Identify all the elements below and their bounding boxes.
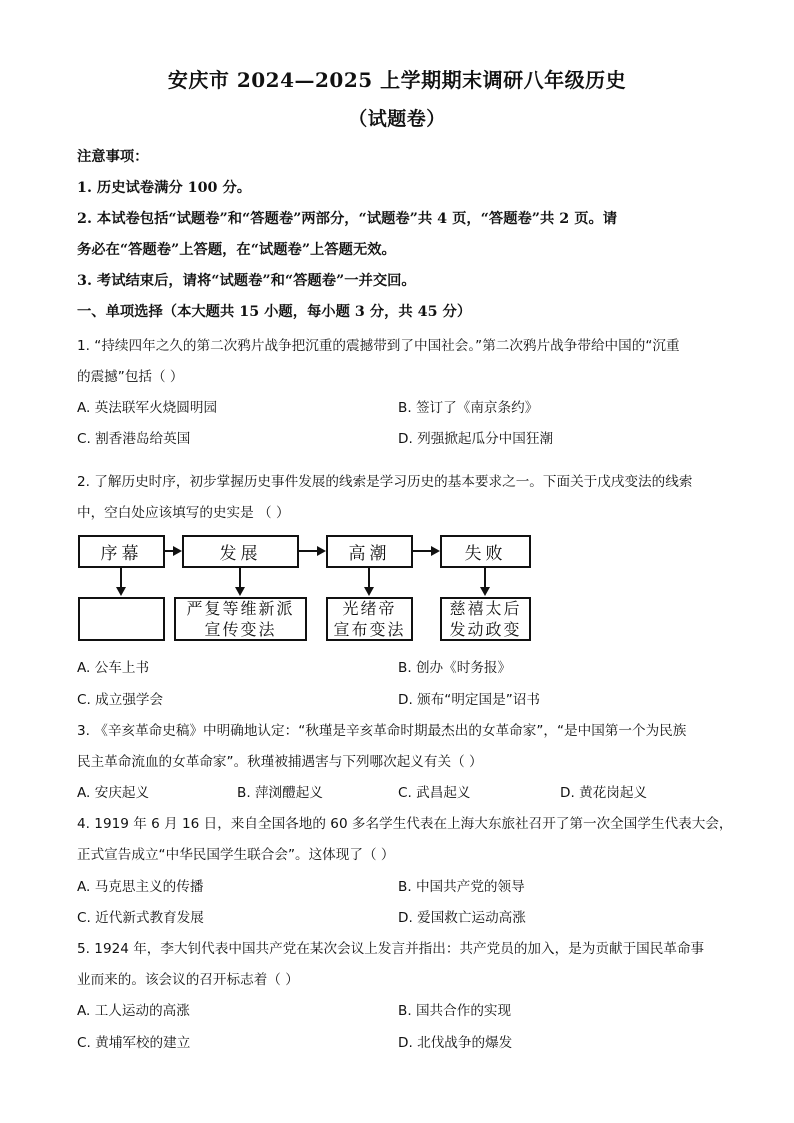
flow-body [440,597,531,641]
option-d: D. 列强掀起瓜分中国狂潮 [398,431,554,447]
question-stem: 的震撼”包括（ ） [77,369,184,385]
flow-arrow-head [364,587,374,596]
option-b: B. 创办《时务报》 [398,660,512,676]
flow-head: 序幕 [78,535,165,568]
note-item: 务必在“答题卷”上答题，在“试题卷”上答题无效。 [77,242,396,258]
question-stem: 民主革命流血的女革命家”。秋瑾被捕遇害与下列哪次起义有关（ ） [77,754,483,770]
option-a: A. 公车上书 [77,660,150,676]
section-heading: 一、单项选择（本大题共 15 小题，每小题 3 分，共 45 分） [77,304,472,320]
option-c: C. 黄埔军校的建立 [77,1035,191,1051]
flow-head: 发展 [182,535,299,568]
option-d: D. 颁布“明定国是”诏书 [398,692,540,708]
page-subtitle: （试题卷） [348,108,446,130]
note-item: 2. 本试卷包括“试题卷”和“答题卷”两部分，“试题卷”共 4 页，“答题卷”共 2 页。请 [77,211,618,227]
flow-body-line: 宣传变法 [204,620,277,639]
flow-arrow [413,550,432,552]
page-title: 安庆市 2024—2025 上学期期末调研八年级历史 [167,68,627,92]
flow-arrow-head [173,546,182,556]
option-c: C. 近代新式教育发展 [77,910,204,926]
flow-arrow [368,568,370,588]
flow-body-line: 发动政变 [449,620,522,639]
option-a: A. 马克思主义的传播 [77,879,204,895]
flow-body-line: 严复等维新派 [186,599,295,618]
option-c: C. 成立强学会 [77,692,164,708]
flow-arrow-head [317,546,326,556]
option-a: A. 工人运动的高涨 [77,1003,190,1019]
question-stem: 中，空白处应该填写的史实是 （ ） [77,505,290,521]
option-c: C. 武昌起义 [398,785,471,801]
question-stem: 5. 1924 年，李大钊代表中国共产党在某次会议上发言并指出：共产党员的加入，是为贡献于国民革命事 [77,941,705,957]
question-stem: 业而来的。该会议的召开标志着（ ） [77,972,299,988]
option-b: B. 萍浏醴起义 [237,785,323,801]
flow-body-line: 慈禧太后 [449,599,522,618]
flow-arrow-head [235,587,245,596]
flow-body [174,597,307,641]
option-c: C. 割香港岛给英国 [77,431,191,447]
option-d: D. 爱国救亡运动高涨 [398,910,526,926]
question-stem: 4. 1919 年 6 月 16 日，来自全国各地的 60 多名学生代表在上海大东旅社召开了第一次全国学生代表大会， [77,816,733,832]
notes-heading: 注意事项： [77,149,149,165]
flow-head: 高潮 [326,535,413,568]
option-a: A. 英法联军火烧圆明园 [77,400,218,416]
flow-body-line: 光绪帝 [342,599,397,618]
question-stem: 3. 《辛亥革命史稿》中明确地认定：“秋瑾是辛亥革命时期最杰出的女革命家”，“是中国第一个为民族 [77,723,687,739]
option-b: B. 签订了《南京条约》 [398,400,539,416]
question-stem: 正式宣告成立“中华民国学生联合会”。这体现了（ ） [77,847,395,863]
flow-arrow [484,568,486,588]
flow-body-line: 宣布变法 [333,620,406,639]
question-stem: 1. “持续四年之久的第二次鸦片战争把沉重的震撼带到了中国社会。”第二次鸦片战争带给中国的“沉重 [77,338,680,354]
flow-arrow-head [480,587,490,596]
flow-arrow-head [116,587,126,596]
option-d: D. 北伐战争的爆发 [398,1035,513,1051]
option-b: B. 国共合作的实现 [398,1003,512,1019]
flow-body [326,597,413,641]
option-b: B. 中国共产党的领导 [398,879,525,895]
flow-arrow [120,568,122,588]
option-d: D. 黄花岗起义 [560,785,648,801]
flow-blank-box [78,597,165,641]
question-stem: 2. 了解历史时序，初步掌握历史事件发展的线索是学习历史的基本要求之一。下面关于戊戌变法的线索 [77,474,693,490]
flow-arrow [299,550,318,552]
option-a: A. 安庆起义 [77,785,150,801]
note-item: 3. 考试结束后，请将“试题卷”和“答题卷”一并交回。 [77,273,416,289]
note-item: 1. 历史试卷满分 100 分。 [77,180,252,196]
flow-arrow [239,568,241,588]
flow-head: 失败 [440,535,531,568]
flow-arrow-head [431,546,440,556]
